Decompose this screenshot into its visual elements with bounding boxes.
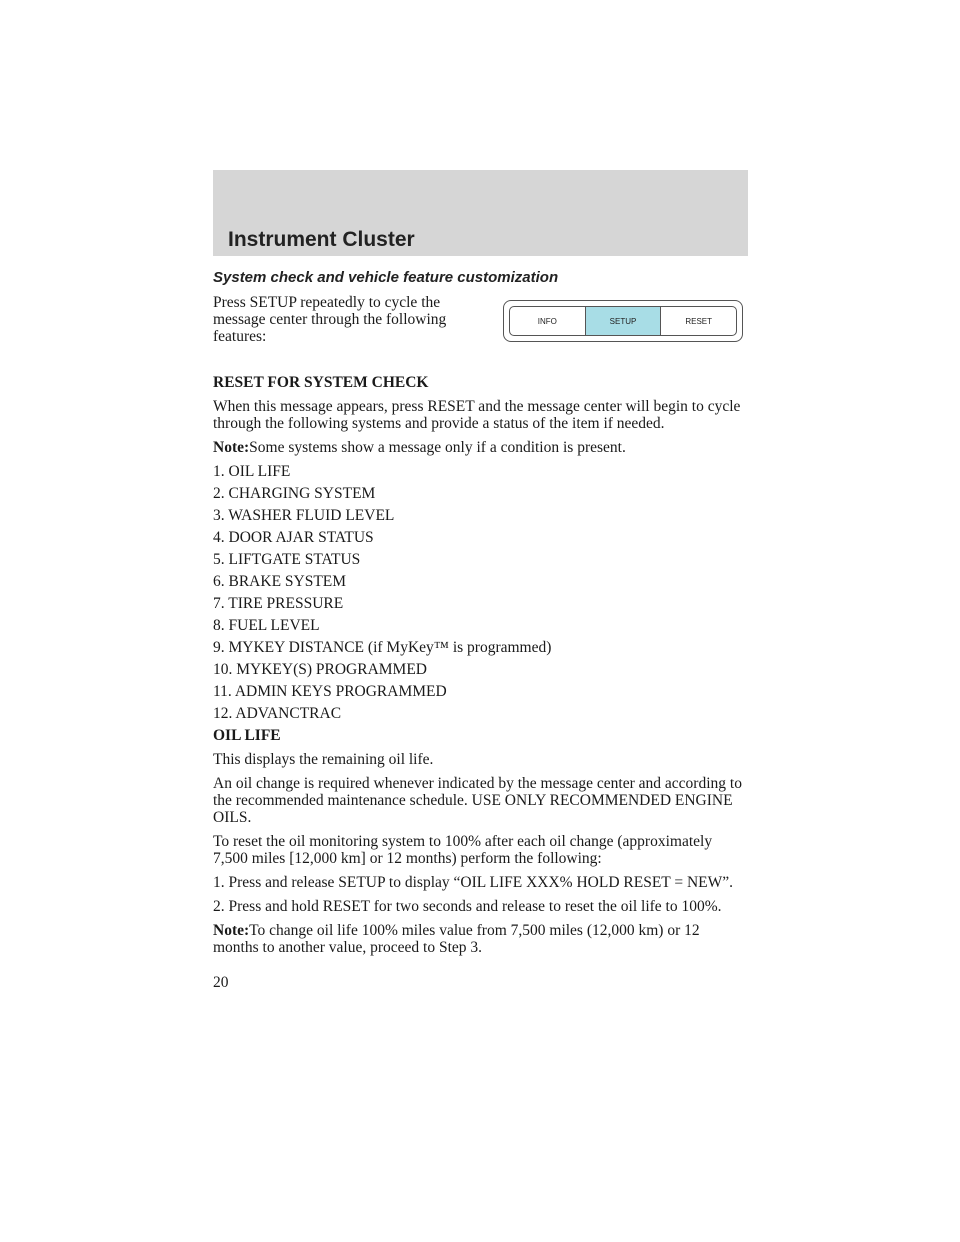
setup-button: SETUP xyxy=(586,307,662,335)
list-item: 12. ADVANCTRAC xyxy=(213,705,342,722)
button-panel-inner xyxy=(509,306,737,336)
oil-life-note xyxy=(213,922,748,956)
oil-life-step2: 2. Press and hold RESET for two seconds and release to reset the oil life to 100%. xyxy=(213,898,722,915)
list-item: 9. MYKEY DISTANCE (if MyKey™ is programmed) xyxy=(213,639,552,656)
section-title: Instrument Cluster xyxy=(228,228,415,251)
reset-heading: RESET FOR SYSTEM CHECK xyxy=(213,374,429,391)
oil-life-p1: This displays the remaining oil life. xyxy=(213,751,434,768)
oil-life-p2: An oil change is required whenever indicated by the message center and according to the recommended maintenance schedule. USE ONLY RECOMMENDED ENGINE OILS. xyxy=(213,775,742,826)
note-label: Note: xyxy=(213,439,250,456)
list-item: 10. MYKEY(S) PROGRAMMED xyxy=(213,661,428,678)
list-item: 6. BRAKE SYSTEM xyxy=(213,573,347,590)
info-button: INFO xyxy=(510,307,586,335)
oil-life-heading: OIL LIFE xyxy=(213,727,281,744)
reset-note xyxy=(213,439,748,456)
page-content xyxy=(213,267,748,963)
oil-life-step1: 1. Press and release SETUP to display “OIL LIFE XXX% HOLD RESET = NEW”. xyxy=(213,874,734,891)
reset-body: When this message appears, press RESET and the message center will begin to cycle through the following systems and provide a status of the item if needed. xyxy=(213,398,741,432)
list-item: 7. TIRE PRESSURE xyxy=(213,595,344,612)
intro-text: Press SETUP repeatedly to cycle the message center through the following features: xyxy=(213,294,447,345)
list-item: 2. CHARGING SYSTEM xyxy=(213,485,376,502)
note-text: Some systems show a message only if a condition is present. xyxy=(249,439,626,456)
oil-life-p3: To reset the oil monitoring system to 100% after each oil change (approximately 7,500 miles [12,000 km] or 12 months) perform the following: xyxy=(213,833,713,867)
subhead: System check and vehicle feature customization xyxy=(213,269,559,286)
list-item: 5. LIFTGATE STATUS xyxy=(213,551,361,568)
list-item: 11. ADMIN KEYS PROGRAMMED xyxy=(213,683,447,700)
reset-button: RESET xyxy=(685,316,713,326)
list-item: 4. DOOR AJAR STATUS xyxy=(213,529,374,546)
list-item: 3. WASHER FLUID LEVEL xyxy=(213,507,395,524)
note-text: To change oil life 100% miles value from 7,500 miles (12,000 km) or 12 months to another value, proceed to Step 3. xyxy=(213,922,700,956)
page-number: 20 xyxy=(213,974,229,991)
intro-row xyxy=(213,294,748,372)
system-check-list xyxy=(213,463,748,722)
button-panel-illustration xyxy=(503,300,743,342)
note-label: Note: xyxy=(213,922,250,939)
list-item: 1. OIL LIFE xyxy=(213,463,291,480)
list-item: 8. FUEL LEVEL xyxy=(213,617,320,634)
